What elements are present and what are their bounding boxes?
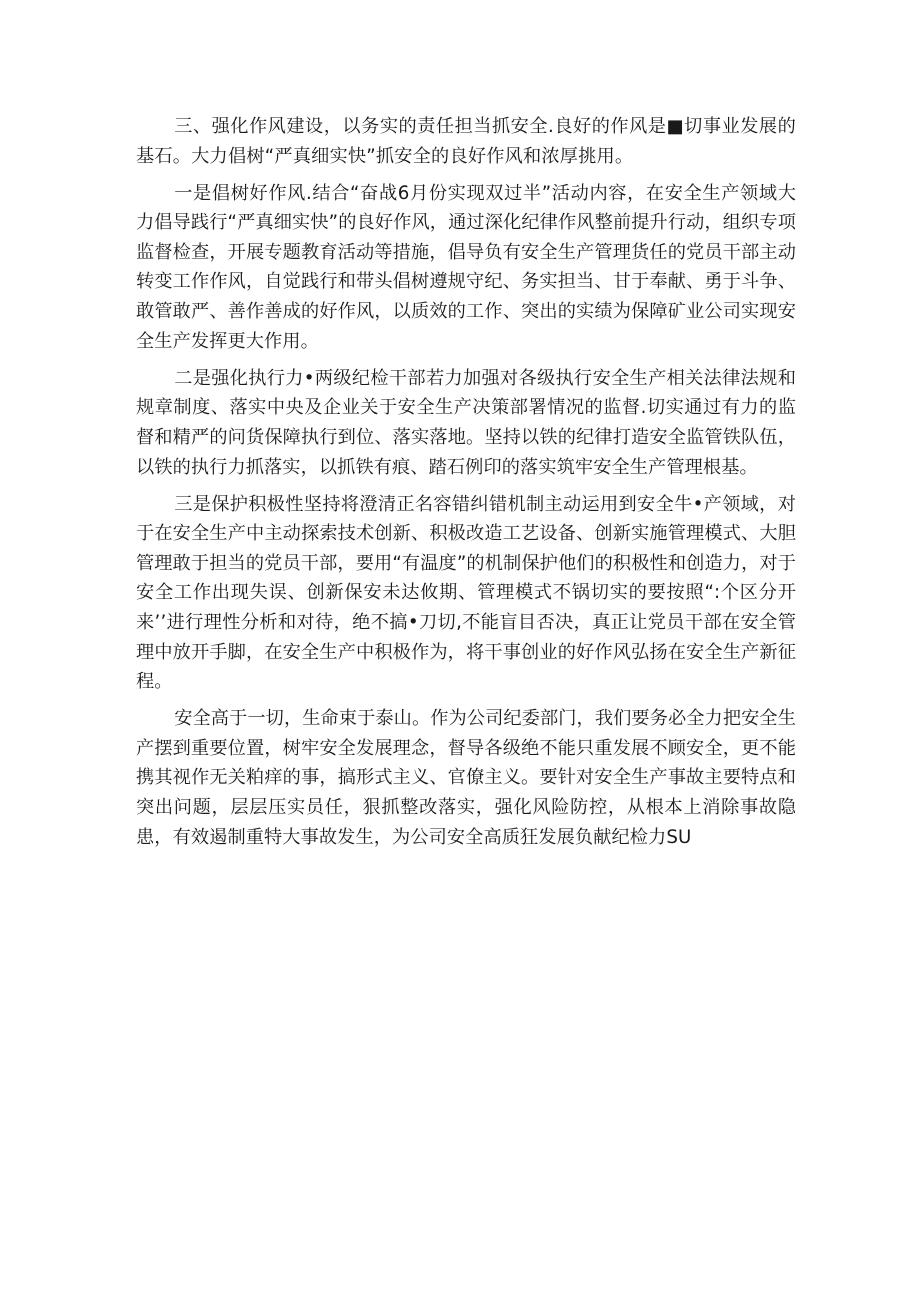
paragraph-section-three-heading: 三、强化作风建设，以务实的责任担当抓安全.良好的作风是■切事业发展的基石。大力倡树“严真细实快”抓安全的良好作风和浓厚挑用。 — [136, 116, 796, 167]
paragraph-conclusion: 安全高于一切，生命束于泰山。作为公司纪委部门，我们要务必全力把安全生产摆到重要位置，树牢安全发展理念，督导各级绝不能只重发展不顾安全，更不能携其视作无关粕痒的事，搞形式主义、官僚主义。要针对安全生产事故主要特点和突出问题，层层压实员任，狠抓整改落实，强化风险防控，从根本上消除事故隐患，有效遏制重特大事故发生，为公司安全高质狂发展负献纪检力SU — [136, 708, 796, 848]
paragraph-protect-enthusiasm: 三是保护积极性坚持将澄清正名容错纠错机制主动运用到安全牛•产领域，对于在安全生产中主动探索技术创新、积极改造工艺设备、创新实施管理模式、大胆管理敢于担当的党员干部，要用“有温度”的机制保护他们的积极性和创造力，对于安全工作出现失误、创新保安未达攸期、管理模式不锅切实的要按照“:个区分开来’’进行理性分析和对待，绝不搞•刀切,不能盲目否决，真正让党员干部在安全管理中放开手脚，在安全生产中积极作为，将干事创业的好作风弘扬在安全生产新征程。 — [136, 493, 796, 693]
document-body — [136, 112, 796, 860]
paragraph-execution: 二是强化执行力•两级纪检干部若力加强对各级执行安全生产相关法律法规和规章制度、落实中央及企业关于安全生产决策部署情况的监督.切实通过有力的监督和精严的问货保障执行到位、落实落地。坚持以铁的纪律打造安全监管铁队伍，以铁的执行力抓落实，以抓铁有痕、踏石例印的落实筑牢安全生产管理根基。 — [136, 367, 796, 478]
paragraph-good-work-style: 一是倡树好作风.结合“奋战6月份实现双过半”活动内容，在安全生产领域大力倡导践行“严真细实快”的良好作风，通过深化纪律作风整前提升行动，组织专项监督检查，开展专题教育活动等措施，倡导负有安全生产管理货任的党员干部主动转变工作作风，自觉践行和带头倡树遵规守纪、务实担当、甘于奉献、勇于斗争、敢管敢严、善作善成的好作风，以质效的工作、突出的实绩为保障矿业公司实现安全生产发挥更大作用。 — [136, 182, 796, 352]
